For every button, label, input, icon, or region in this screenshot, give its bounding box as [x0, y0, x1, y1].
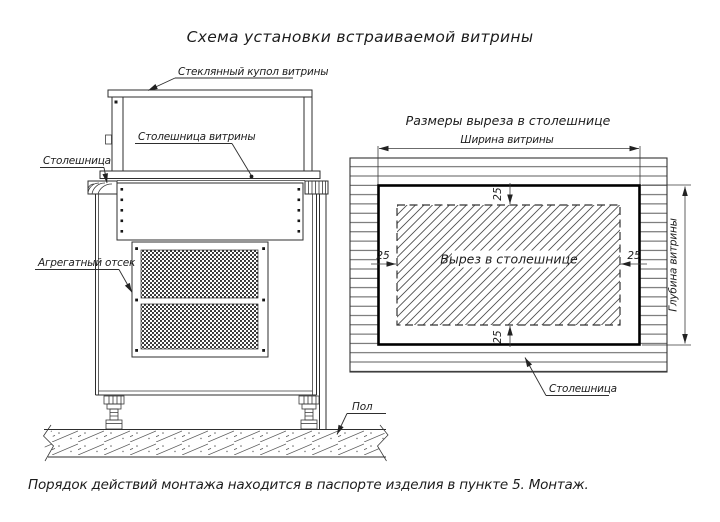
dim-bottom: 25	[492, 330, 504, 344]
glass-dome-label: Стеклянный купол витрины	[178, 66, 329, 78]
countertop-section-right	[305, 181, 328, 194]
aggregate-panel	[132, 242, 268, 357]
top-view	[350, 113, 691, 396]
front-panel	[117, 183, 303, 240]
cutout	[397, 205, 620, 325]
dim-top: 25	[492, 187, 504, 201]
floor	[44, 425, 389, 461]
dome-screw	[115, 101, 118, 104]
dome-hinge	[106, 135, 112, 144]
ventilation-grille-top	[141, 250, 258, 298]
page-title: Схема установки встраиваемой витрины	[186, 28, 534, 46]
front-panel-screws	[121, 188, 301, 233]
front-view	[35, 66, 388, 461]
countertop-section-left	[88, 181, 117, 194]
foot-left	[104, 396, 124, 429]
depth-label: Глубина витрины	[667, 218, 680, 312]
countertop-left-label: Столешница	[43, 155, 111, 167]
countertop-right-label: Столешница	[549, 383, 617, 395]
display-countertop-label: Столешница витрины	[138, 131, 256, 143]
leader-glass-dome	[148, 66, 328, 91]
unit-compartment-label: Агрегатный отсек	[38, 257, 136, 269]
leader-unit-compartment	[35, 257, 136, 293]
top-view-title: Размеры выреза в столешнице	[405, 113, 611, 128]
dim-right: 25	[627, 250, 641, 262]
width-label: Ширина витрины	[460, 134, 554, 146]
foot-right	[299, 396, 319, 429]
cutout-label: Вырез в столешнице	[440, 251, 578, 267]
installation-note: Порядок действий монтажа находится в паспорте изделия в пункте 5. Монтаж.	[28, 477, 589, 493]
ventilation-grille-bottom	[141, 304, 258, 349]
dim-left: 25	[376, 250, 390, 262]
floor-label: Пол	[352, 401, 373, 413]
display-countertop-bar	[100, 171, 320, 181]
